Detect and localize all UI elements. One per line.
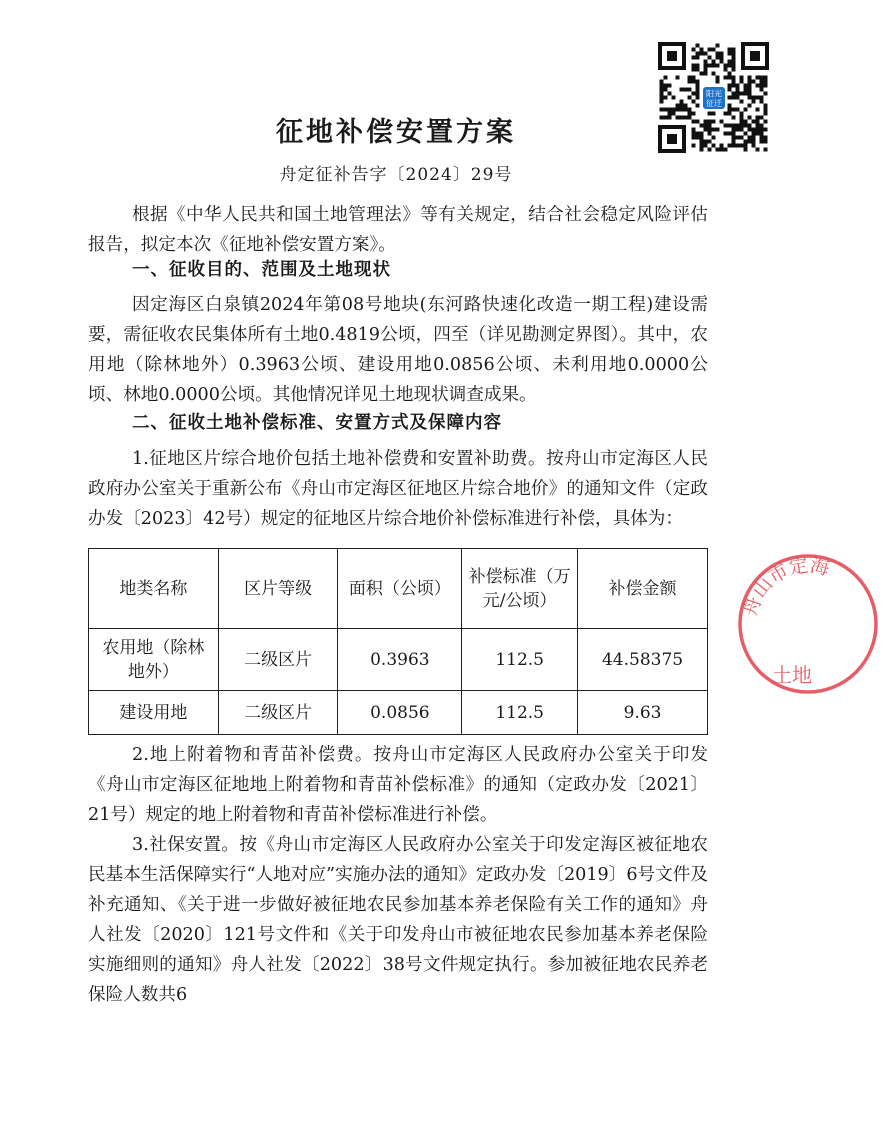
document-number: 舟定征补告字〔2024〕29号 (279, 165, 513, 185)
qr-badge-line2: 征迁 (706, 99, 722, 108)
table-cell: 0.0856 (338, 691, 462, 735)
table-cell: 9.63 (578, 691, 708, 735)
section2-heading: 二、征收土地补偿标准、安置方式及保障内容 (132, 413, 502, 433)
intro-paragraph: 根据《中华人民共和国土地管理法》等有关规定，结合社会稳定风险评估报告，拟定本次《征地补偿安置方案》。 (88, 205, 708, 255)
compensation-table (88, 548, 708, 735)
svg-text:舟山市定海 (739, 554, 831, 618)
table-cell: 建设用地 (89, 691, 219, 735)
table-cell: 0.3963 (338, 629, 462, 691)
section2-item3: 3.社保安置。按《舟山市定海区人民政府办公室关于印发定海区被征地农民基本生活保障实行“人地对应”实施办法的通知》定政办发〔2019〕6号文件及补充通知、《关于进一步做好被征地农民参加基本养老保险有关工作的通知》舟人社发〔2020〕121号文件和《关于印发舟山市被征地农民参加基本养老保险实施细则的通知》舟人社发〔2022〕38号文件规定执行。参加被征地农民养老保险人数共6 (88, 835, 708, 1005)
official-seal (728, 544, 888, 704)
section1-body: 因定海区白泉镇2024年第08号地块(东河路快速化改造一期工程)建设需要，需征收农民集体所有土地0.4819公顷，四至（详见勘测定界图）。其中，农用地（除林地外）0.3963公顷、建设用地0.0856公顷、未利用地0.0000公顷、林地0.0000公顷。其他情况详见土地现状调查成果。 (88, 295, 708, 405)
table-cell: 二级区片 (218, 629, 338, 691)
table-cell: 二级区片 (218, 691, 338, 735)
qr-badge-line1: 阳光 (706, 89, 722, 99)
table-header-row (89, 549, 708, 629)
document-title: 征地补偿安置方案 (276, 117, 516, 148)
table-cell: 44.58375 (578, 629, 708, 691)
table-header-cell: 面积（公顷） (338, 549, 462, 629)
section1-heading: 一、征收目的、范围及土地现状 (132, 260, 391, 280)
table-cell: 112.5 (462, 629, 578, 691)
table-header-cell: 区片等级 (218, 549, 338, 629)
table-row (89, 691, 708, 735)
section2-item2: 2.地上附着物和青苗补偿费。按舟山市定海区人民政府办公室关于印发《舟山市定海区征地地上附着物和青苗补偿标准》的通知（定政办发〔2021〕21号）规定的地上附着物和青苗补偿标准进行补偿。 (88, 745, 708, 825)
table-cell: 农用地（除林地外） (89, 629, 219, 691)
table-cell: 112.5 (462, 691, 578, 735)
section2-item1: 1.征地区片综合地价包括土地补偿费和安置补助费。按舟山市定海区人民政府办公室关于重新公布《舟山市定海区征地区片综合地价》的通知文件（定政办发〔2023〕42号）规定的征地区片综合地价补偿标准进行补偿，具体为： (88, 449, 708, 529)
seal-text-line2: 土地 (772, 663, 812, 687)
table-header-cell: 补偿标准（万元/公顷） (462, 549, 578, 629)
table-header-cell: 地类名称 (89, 549, 219, 629)
table-row (89, 629, 708, 691)
seal-text: 舟山市定海 (739, 554, 832, 619)
table-header-cell: 补偿金额 (578, 549, 708, 629)
